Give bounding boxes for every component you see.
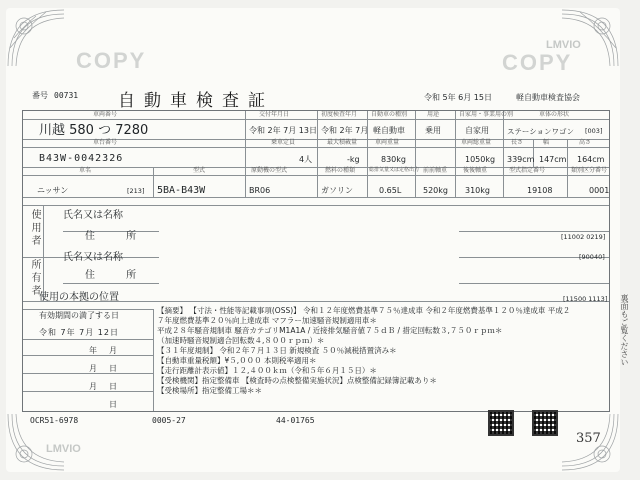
expiry-day-4: 日 [109,400,117,409]
number-value: 00731 [54,91,79,100]
body-shape-code: [003] [585,127,603,135]
gross-weight-value: 1050kg [465,155,496,164]
label-model: 型式 [193,167,206,174]
label-fuel: 燃料の種類 [325,167,356,174]
maker-code: [213] [127,187,145,195]
label-gross-weight: 車両総重量 [461,139,492,146]
number-label: 番号 [32,91,48,100]
remark-line: 平成２８年騒音規制車 騒音カテゴリM1A1A / 近接排気騒音値７５ｄＢ / 措定回転数３,７５０ｒｐｍ＊ [157,326,503,335]
label-issue-date: 交付年月日 [259,111,290,118]
redacted-owner-info [159,207,459,299]
expiry-year-1: 年 [89,346,97,355]
owner-label: 所有者 [29,259,40,298]
remark-line: 【受検場所】指定整備工場＊＊ [157,386,262,395]
reg-number: 川越 580 つ 7280 [39,123,149,138]
length-value: 339cm [507,155,535,164]
fuel-value: ガソリン [321,186,353,195]
issue-date: 令和 5年 6月 15日 [424,93,492,102]
copy-watermark-right: COPY [502,50,573,75]
label-category: 類別区分番号 [571,167,608,174]
maker-value: ニッサン [37,186,69,195]
copy-watermark-left: COPY [76,48,147,73]
qr-code-1 [488,410,514,436]
user-name-label: 氏名又は名称 [63,210,123,221]
user-code: [11002 0219] [561,233,606,241]
expiry-month-1: 月 [109,346,117,355]
issue-date-value: 令和 2年 7月 13日 [249,126,317,135]
owner-code: [90040] [579,253,605,261]
expiry-month-3: 月 [89,382,97,391]
label-reg-number: 車両番号 [93,111,118,118]
remark-line: ７年度燃費基準２０％向上達成車 マフラー加速騒音規制適用車＊ [157,316,377,325]
label-private-business: 自家用・事業用の別 [459,111,514,118]
label-width: 幅 [543,139,550,146]
width-value: 147cm [539,155,567,164]
capacity-value: 4人 [299,155,313,164]
label-displacement: 総排気量又は定格出力 [369,167,420,173]
qr-code-2 [532,410,558,436]
label-body-shape: 車体の形状 [539,111,570,118]
height-value: 164cm [577,155,605,164]
owner-address-label: 住 所 [85,270,151,281]
rear-axle-value: 310kg [465,186,490,195]
chassis-number: B43W-0042326 [39,153,124,164]
side-note: 裏面もご覧ください [620,294,629,366]
ocr-code: OCR51-6978 [30,416,79,425]
certificate-table [22,110,610,412]
expiry-month-2: 月 [89,364,97,373]
engine-value: BR06 [249,186,271,195]
private-business-value: 自家用 [465,126,489,135]
vehicle-type-value: 軽自動車 [373,126,405,135]
user-label: 使用者 [29,209,40,248]
label-max-load: 最大積載量 [327,139,358,146]
body-shape-value: ステーションワゴン [507,127,575,136]
label-chassis: 車台番号 [93,139,118,146]
expiry-date: 令和 7年 7月 12日 [39,328,119,337]
lmvio-watermark-bottom: LMVIO [46,443,81,455]
weight-value: 830kg [381,155,406,164]
label-height: 高さ [579,139,592,146]
footer-code-2: 0005-27 [152,416,186,425]
label-engine: 原動機の型式 [251,167,288,174]
label-maker: 車名 [79,167,92,174]
handwritten-number: 357 [576,431,601,446]
first-inspection-value: 令和 2年 7月 [321,126,369,135]
remark-line: 【摘要】 【寸法・性能等記載事項(OSS)】 令和１２年度燃費基準７５％達成車 令和２年度燃費基準１２０％達成車 平成２ [157,306,571,315]
remark-line: 【受検機関】指定整備車 【検査時の点検整備実施状況】点検整備記録簿記載あり＊ [157,376,437,385]
expiry-day-2: 日 [109,364,117,373]
type-designation-value: 19108 [527,186,553,195]
category-value: 0001 [589,186,610,195]
model-value: 5BA-B43W [157,185,206,196]
expiry-label: 有効期間の満了する日 [39,311,119,320]
document-title: 自動車検査証 [118,91,274,111]
label-vehicle-type: 自動車の種別 [371,111,408,118]
footer-code-3: 44-01765 [276,416,315,425]
location-code: [11500 1113] [563,295,608,303]
expiry-day-3: 日 [109,382,117,391]
label-capacity: 乗車定員 [271,139,296,146]
issuer-badge: 軽自動車検査協会 [516,93,580,102]
use-value: 乗用 [425,126,441,135]
user-address-label: 住 所 [85,231,151,242]
label-use: 用途 [427,111,440,118]
label-type-designation: 型式指定番号 [509,167,546,174]
ornament-corner-tl [6,8,66,68]
label-length: 長さ [511,139,524,146]
location-label: 使用の本拠の位置 [39,292,119,303]
remark-line: （加速時騒音規制適合回転数４,８００ｒｐｍ）＊ [157,336,325,345]
label-weight: 車両重量 [375,139,400,146]
front-axle-value: 520kg [423,186,448,195]
label-front-axle: 前前軸重 [423,167,448,174]
max-load-value: -kg [347,155,360,164]
lmvio-watermark-top: LMVIO [546,39,581,51]
remark-line: 【走行距離計表示値】１２,４００ｋｍ（令和５年６月１５日）＊ [157,366,377,375]
label-first-inspection: 初度検査年月 [321,111,358,118]
owner-name-label: 氏名又は名称 [63,252,123,263]
remark-line: 【自動車重量税額】¥５,０００ 本則税率適用＊ [157,356,317,365]
remark-line: 【３１年度規制】 令和２年７月１３日 新規検査 ５０％減税措置済み＊ [157,346,397,355]
displacement-value: 0.65L [379,186,402,195]
label-rear-axle: 後後軸重 [463,167,488,174]
